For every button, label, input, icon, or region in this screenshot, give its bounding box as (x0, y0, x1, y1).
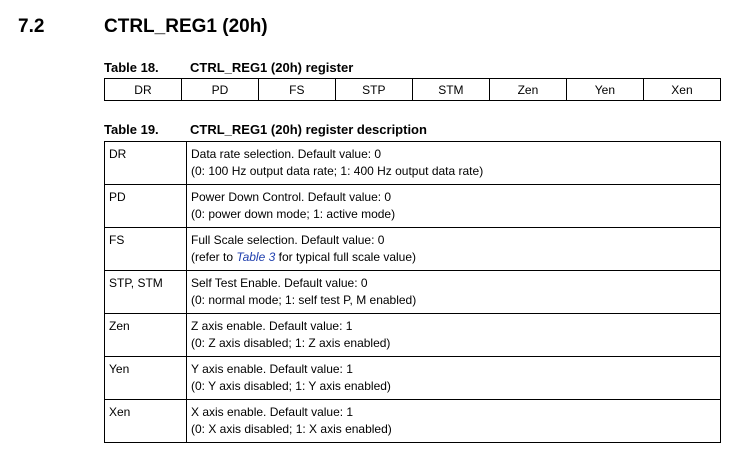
bit-cell: STM (412, 79, 489, 101)
description-line: X axis enable. Default value: 1 (191, 405, 354, 419)
description-cell (187, 400, 721, 443)
description-line: (0: X axis disabled; 1: X axis enabled) (191, 422, 392, 436)
description-text: for typical full scale value) (275, 250, 417, 264)
field-name-cell: DR (105, 142, 187, 185)
field-name-cell: STP, STM (105, 271, 187, 314)
section-heading (18, 16, 268, 38)
description-line: (0: Y axis disabled; 1: Y axis enabled) (191, 379, 391, 393)
table-row (105, 271, 721, 314)
section-title: CTRL_REG1 (20h) (104, 16, 268, 37)
table-row (105, 314, 721, 357)
table-row (105, 400, 721, 443)
table19-caption (104, 122, 427, 137)
description-cell (187, 357, 721, 400)
table-row (105, 228, 721, 271)
register-bit-row (105, 79, 721, 101)
description-line: (0: Z axis disabled; 1: Z axis enabled) (191, 336, 391, 350)
description-line: (0: 100 Hz output data rate; 1: 400 Hz output data rate) (191, 164, 484, 178)
description-cell (187, 228, 721, 271)
register-description-table (104, 141, 721, 443)
table19-title: CTRL_REG1 (20h) register description (190, 122, 427, 137)
description-line: (0: normal mode; 1: self test P, M enabled) (191, 293, 417, 307)
field-name-cell: PD (105, 185, 187, 228)
bit-cell: FS (258, 79, 335, 101)
description-line: Data rate selection. Default value: 0 (191, 147, 382, 161)
description-line: Self Test Enable. Default value: 0 (191, 276, 368, 290)
description-line: Full Scale selection. Default value: 0 (191, 233, 385, 247)
description-cell (187, 185, 721, 228)
bit-cell: DR (105, 79, 182, 101)
bit-cell: Zen (489, 79, 566, 101)
field-name-cell: Xen (105, 400, 187, 443)
description-line: (0: power down mode; 1: active mode) (191, 207, 396, 221)
bit-cell: STP (335, 79, 412, 101)
bit-cell: Yen (566, 79, 643, 101)
table18-caption (104, 60, 353, 75)
field-name-cell: FS (105, 228, 187, 271)
bit-cell: Xen (643, 79, 720, 101)
description-cell (187, 142, 721, 185)
description-text: (refer to (191, 250, 237, 264)
bit-cell: PD (181, 79, 258, 101)
table-row (105, 142, 721, 185)
table19-label: Table 19. (104, 122, 159, 137)
description-cell (187, 314, 721, 357)
table18-label: Table 18. (104, 60, 159, 75)
description-line: Z axis enable. Default value: 1 (191, 319, 353, 333)
description-cell (187, 271, 721, 314)
field-name-cell: Zen (105, 314, 187, 357)
description-line: Y axis enable. Default value: 1 (191, 362, 353, 376)
table-row (105, 357, 721, 400)
register-bit-table (104, 78, 721, 101)
table18-title: CTRL_REG1 (20h) register (190, 60, 354, 75)
description-line: Power Down Control. Default value: 0 (191, 190, 392, 204)
table-3-link[interactable]: Table 3 (236, 250, 276, 264)
description-line (191, 249, 720, 266)
section-number: 7.2 (18, 16, 45, 37)
table-row (105, 185, 721, 228)
field-name-cell: Yen (105, 357, 187, 400)
